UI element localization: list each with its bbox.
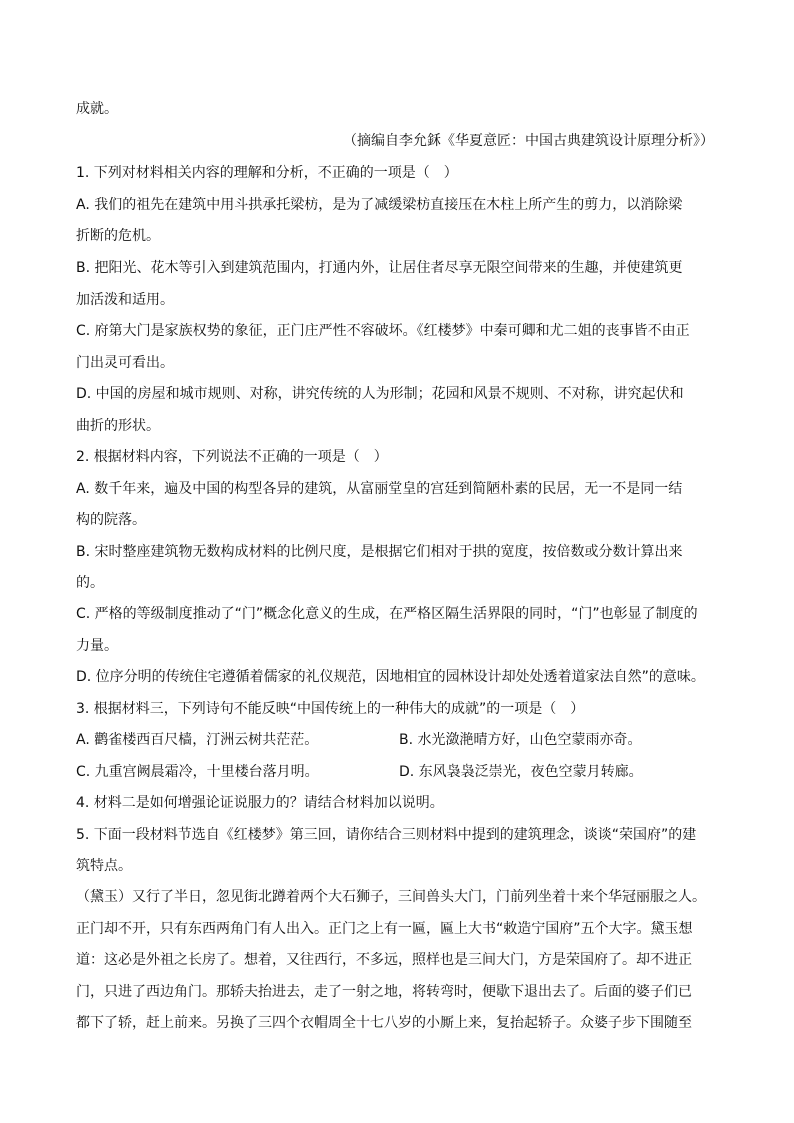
question-4: 4. 材料二是如何增强论证说服力的？请结合材料加以说明。 xyxy=(76,795,444,811)
option-b: B. 把阳光、花木等引入到建筑范围内，打通内外，让居住者尽享无限空间带来的生趣，并使建筑更 xyxy=(76,260,683,276)
text-line: 构的院落。 xyxy=(76,512,146,528)
question-2: 2. 根据材料内容，下列说法不正确的一项是（ ） xyxy=(76,449,388,465)
text-line: 成就。 xyxy=(76,101,118,117)
excerpt-line: 正门却不开，只有东西两角门有人出入。正门之上有一匾，匾上大书“敕造宁国府”五个大字。黛玉想 xyxy=(76,921,693,937)
text-line: 曲折的形状。 xyxy=(76,418,160,434)
text-line: 门出灵可看出。 xyxy=(76,355,174,371)
excerpt-line: （黛玉）又行了半日，忽见街北蹲着两个大石狮子，三间兽头大门，门前列坐着十来个华冠丽服之人。 xyxy=(76,889,706,905)
option-a: A. 数千年来，遍及中国的构型各异的建筑，从富丽堂皇的宫廷到简陋朴素的民居，无一不是同一结 xyxy=(76,481,683,497)
excerpt-line: 门，只进了西边角门。那轿夫抬进去，走了一射之地，将转弯时，便歇下退出去了。后面的婆子们已 xyxy=(76,984,692,1000)
option-c: C. 九重宫阙晨霜冷，十里楼台落月明。 xyxy=(76,764,319,780)
option-c: C. 府第大门是家族权势的象征，正门庄严性不容破坏。《红楼梦》中秦可卿和尤二姐的丧事皆不由正 xyxy=(76,323,690,339)
question-5: 5. 下面一段材料节选自《红楼梦》第三回，请你结合三则材料中提到的建筑理念，谈谈“荣国府”的建 xyxy=(76,827,697,843)
question-1: 1. 下列对材料相关内容的理解和分析，不正确的一项是（ ） xyxy=(76,165,458,181)
option-b: B. 宋时整座建筑物无数构成材料的比例尺度，是根据它们相对于拱的宽度，按倍数或分数计算出来 xyxy=(76,544,683,560)
option-d: D. 位序分明的传统住宅遵循着儒家的礼仪规范，因地相宜的园林设计却处处透着道家法自然”的意味。 xyxy=(76,669,705,685)
text-line: 折断的危机。 xyxy=(76,228,160,244)
option-a: A. 我们的祖先在建筑中用斗拱承托梁枋，是为了减缓梁枋直接压在木柱上所产生的剪力，以消除梁 xyxy=(76,197,683,213)
excerpt-line: 都下了轿，赶上前来。另换了三四个衣帽周全十七八岁的小厮上来，复抬起轿子。众婆子步下围随至 xyxy=(76,1015,692,1031)
excerpt-line: 道：这必是外祖之长房了。想着，又往西行，不多远，照样也是三间大门，方是荣国府了。却不进正 xyxy=(76,952,692,968)
question-3: 3. 根据材料三，下列诗句不能反映“中国传统上的一种伟大的成就”的一项是（ ） xyxy=(76,701,585,717)
source-citation: （摘编自李允鉌《华夏意匠：中国古典建筑设计原理分析》） xyxy=(343,133,714,149)
option-a: A. 鹳雀楼西百尺樯，汀洲云树共茫茫。 xyxy=(76,732,319,748)
option-d: D. 中国的房屋和城市规则、对称，讲究传统的人为形制；花园和风景不规则、不对称，讲究起伏和 xyxy=(76,386,684,402)
text-line: 筑特点。 xyxy=(76,858,132,874)
text-line: 力量。 xyxy=(76,638,118,654)
option-b: B. 水光潋滟晴方好，山色空蒙雨亦奇。 xyxy=(399,732,642,748)
text-line: 的。 xyxy=(76,575,104,591)
option-c: C. 严格的等级制度推动了“门”概念化意义的生成，在严格区隔生活界限的同时，“门”也彰显了制度的 xyxy=(76,606,698,622)
option-d: D. 东风袅袅泛崇光，夜色空蒙月转廊。 xyxy=(399,764,643,780)
text-line: 加活泼和适用。 xyxy=(76,292,174,308)
